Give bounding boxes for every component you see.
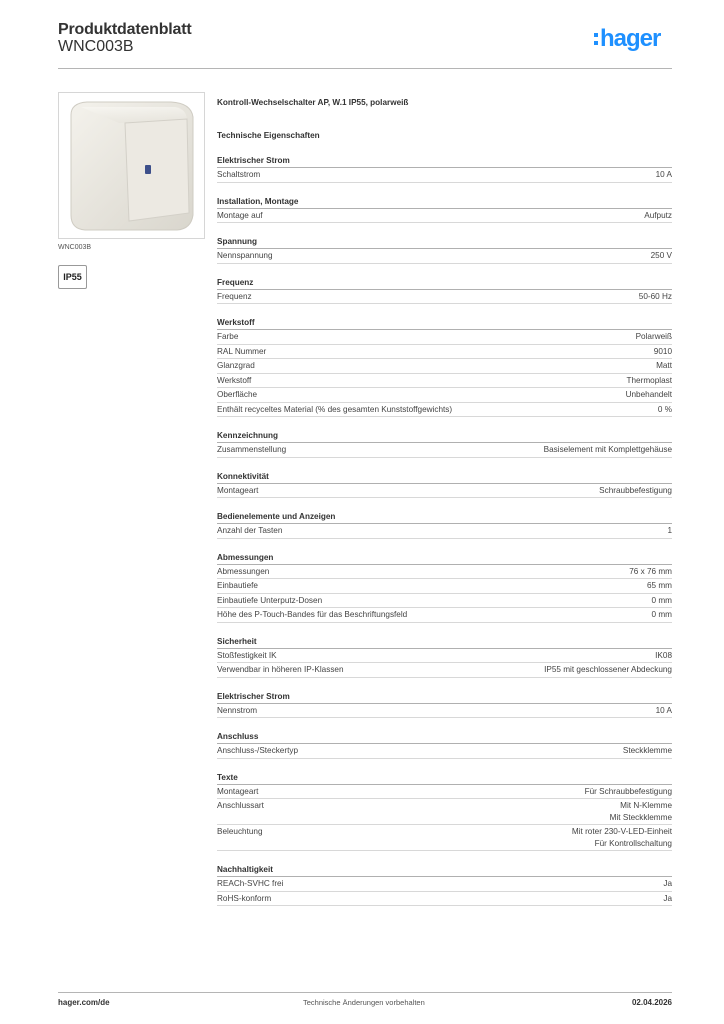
section-title: Anschluss [217, 731, 672, 744]
spec-label: Zusammenstellung [217, 445, 287, 454]
spec-value: 50-60 Hz [638, 291, 672, 301]
spec-value: 10 A [655, 170, 672, 179]
spec-value: Schraubbefestigung [599, 485, 672, 495]
spec-section [217, 471, 672, 499]
spec-value: Basiselement mit Komplettgehäuse [543, 445, 672, 454]
logo-dots-icon [594, 33, 598, 45]
section-title: Konnektivität [217, 471, 672, 484]
spec-value: 0 % [657, 404, 672, 414]
section-title: Werkstoff [217, 317, 672, 330]
spec-row [217, 168, 672, 183]
spec-section [217, 552, 672, 623]
spec-row [217, 579, 672, 594]
switch-product-icon [59, 93, 206, 240]
spec-row [217, 892, 672, 907]
image-caption: WNC003B [58, 244, 92, 251]
spec-value: IK08 [655, 650, 672, 660]
spec-label: Montageart [217, 786, 259, 796]
section-title: Sicherheit [217, 636, 672, 649]
product-image [58, 92, 205, 239]
spec-label: Anschlussart [217, 801, 264, 810]
section-title: Frequenz [217, 277, 672, 290]
spec-value: 250 V [650, 251, 672, 260]
spec-row [217, 388, 672, 403]
spec-section [217, 511, 672, 539]
spec-row [217, 744, 672, 759]
spec-row [217, 359, 672, 374]
spec-label: Montage auf [217, 210, 263, 220]
spec-row [217, 209, 672, 224]
spec-row [217, 877, 672, 892]
spec-row [217, 403, 672, 418]
spec-label: Nennstrom [217, 705, 258, 715]
header-divider [58, 68, 672, 69]
spec-section [217, 772, 672, 852]
section-title: Abmessungen [217, 552, 672, 565]
spec-label: Oberfläche [217, 390, 258, 399]
spec-value: Unbehandelt [625, 390, 672, 399]
section-title: Elektrischer Strom [217, 691, 672, 704]
spec-label: Glanzgrad [217, 361, 255, 370]
section-title: Elektrischer Strom [217, 155, 672, 168]
technical-properties-heading: Technische Eigenschaften [217, 131, 320, 140]
spec-value: Matt [656, 361, 672, 370]
spec-label: Enthält recyceltes Material (% des gesamten Kunststoffgewichts) [217, 404, 453, 414]
spec-row [217, 484, 672, 499]
spec-row [217, 663, 672, 678]
spec-value: Aufputz [644, 210, 672, 220]
spec-label: RAL Nummer [217, 346, 267, 356]
spec-value: Ja [663, 893, 672, 903]
spec-label: Nennspannung [217, 251, 273, 260]
spec-label: Anschluss-/Steckertyp [217, 746, 298, 755]
spec-row [217, 565, 672, 580]
spec-label: Einbautiefe [217, 581, 258, 590]
spec-row [217, 649, 672, 664]
spec-label: Stoßfestigkeit IK [217, 650, 277, 660]
spec-row [217, 249, 672, 264]
spec-section [217, 277, 672, 305]
spec-section [217, 636, 672, 678]
spec-value: Ja [663, 879, 672, 888]
spec-label: Beleuchtung [217, 827, 263, 836]
spec-section [217, 317, 672, 417]
section-title: Texte [217, 772, 672, 785]
spec-label: RoHS-konform [217, 893, 272, 903]
spec-label: Werkstoff [217, 375, 252, 385]
logo-text: hager [600, 25, 661, 52]
spec-section [217, 731, 672, 759]
section-title: Bedienelemente und Anzeigen [217, 511, 672, 524]
spec-row [217, 345, 672, 360]
spec-label: Farbe [217, 332, 239, 341]
spec-section [217, 196, 672, 224]
spec-label: Höhe des P-Touch-Bandes für das Beschriftungsfeld [217, 610, 408, 619]
specs-content [217, 97, 672, 906]
spec-label: REACh-SVHC frei [217, 879, 284, 888]
spec-value: 0 mm [651, 595, 672, 605]
spec-value: Mit roter 230-V-LED-Einheit Für Kontrollschaltung [571, 827, 672, 848]
spec-value: 65 mm [646, 581, 672, 590]
spec-row [217, 704, 672, 719]
spec-row [217, 594, 672, 609]
spec-row [217, 825, 672, 851]
footer-note: Technische Änderungen vorbehalten [303, 998, 425, 1007]
spec-label: Frequenz [217, 291, 252, 301]
spec-row [217, 799, 672, 825]
spec-value: Mit N-Klemme Mit Steckklemme [609, 801, 672, 822]
spec-row [217, 608, 672, 623]
document-title: Produktdatenblatt [58, 21, 192, 38]
spec-value: 10 A [655, 705, 672, 715]
spec-row [217, 330, 672, 345]
spec-label: Einbautiefe Unterputz-Dosen [217, 595, 323, 605]
spec-value: Thermoplast [626, 375, 672, 385]
spec-value: Polarweiß [635, 332, 672, 341]
section-title: Installation, Montage [217, 196, 672, 209]
spec-value: 9010 [653, 346, 672, 356]
product-description: Kontroll-Wechselschalter AP, W.1 IP55, polarweiß [217, 98, 409, 107]
product-code: WNC003B [58, 38, 134, 55]
footer-website: hager.com/de [58, 998, 110, 1007]
spec-sections [217, 155, 672, 906]
spec-section [217, 236, 672, 264]
spec-value: 1 [667, 526, 672, 535]
spec-label: Verwendbar in höheren IP-Klassen [217, 665, 344, 674]
spec-value: Für Schraubbefestigung [584, 786, 672, 796]
spec-section [217, 691, 672, 719]
spec-row [217, 290, 672, 305]
spec-row [217, 374, 672, 389]
footer-divider [58, 992, 672, 993]
section-title: Kennzeichnung [217, 430, 672, 443]
spec-label: Abmessungen [217, 566, 270, 576]
spec-value: Steckklemme [622, 746, 672, 755]
spec-label: Schaltstrom [217, 170, 261, 179]
section-title: Nachhaltigkeit [217, 864, 672, 877]
spec-value: 76 x 76 mm [629, 566, 672, 576]
section-title: Spannung [217, 236, 672, 249]
hager-logo [594, 27, 660, 51]
spec-row [217, 524, 672, 539]
footer-date: 02.04.2026 [631, 998, 672, 1007]
spec-label: Anzahl der Tasten [217, 526, 283, 535]
spec-section [217, 864, 672, 906]
spec-value: IP55 mit geschlossener Abdeckung [544, 665, 672, 674]
ip55-badge: IP55 [58, 265, 87, 289]
spec-label: Montageart [217, 485, 259, 495]
spec-value: 0 mm [651, 610, 672, 619]
spec-section [217, 155, 672, 183]
spec-row [217, 443, 672, 458]
spec-section [217, 430, 672, 458]
spec-row [217, 785, 672, 800]
